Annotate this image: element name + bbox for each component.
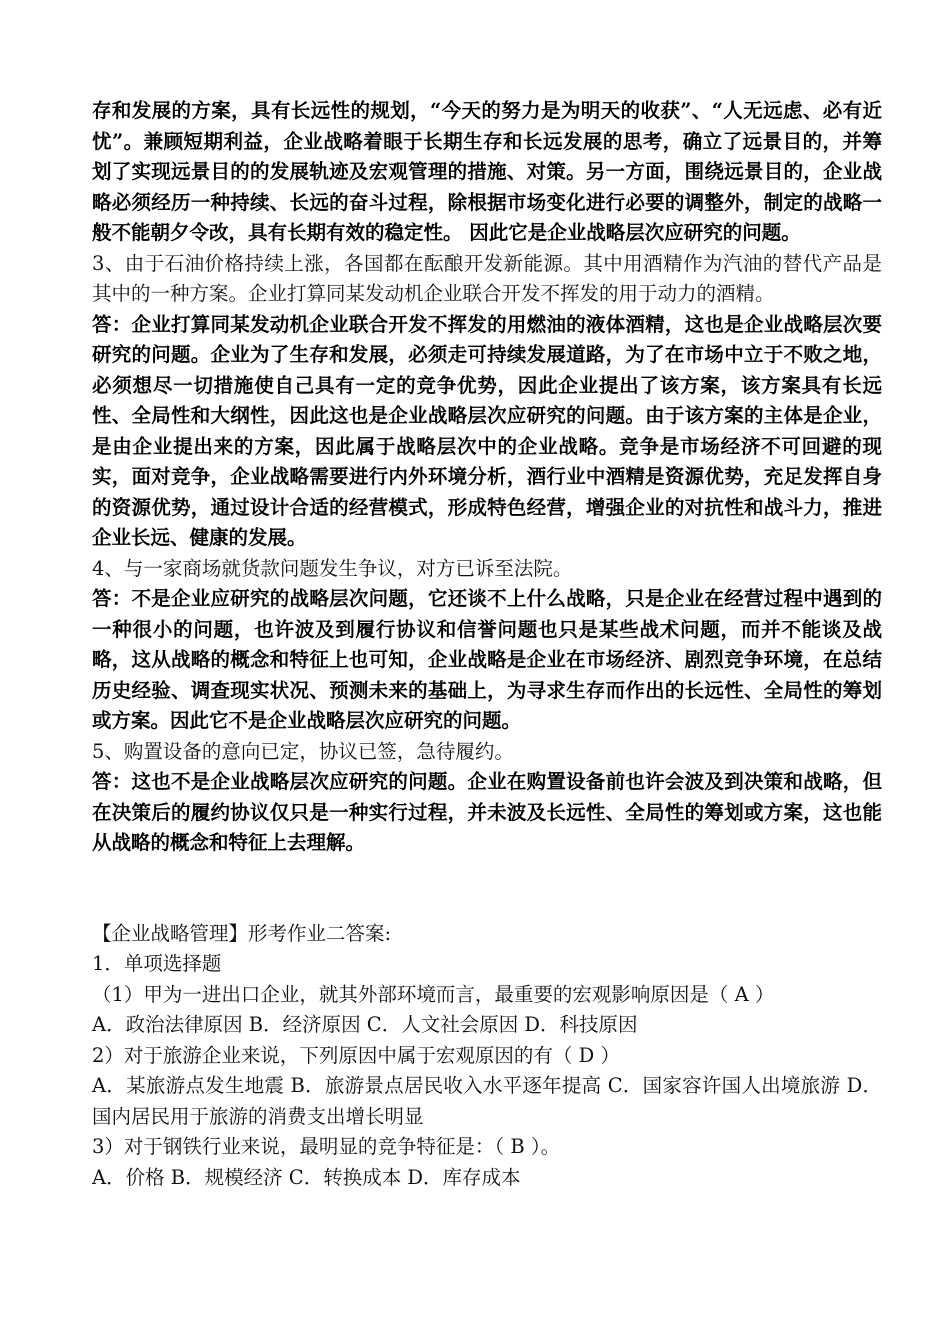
answer-continuation: 存和发展的方案，具有长远性的规划，“今天的努力是为明天的收获”、“人无远虑、必有近忧”。兼顾短期利益，企业战略着眼于长期生存和长远发展的思考，确立了远景目的，并筹划了实现远景目的的发展轨迹及宏观管理的措施、对策。另一方面，围绕远景目的，企业战略必须经历一种持续、长远的奋斗过程，除根据市场变化进行必要的调整外，制定的战略一般不能朝夕令改，具有长期有效的稳定性。 因此它是企业战略层次应研究的问题。 [92,99,882,244]
question-3: 3、由于石油价格持续上涨，各国都在酝酿开发新能源。其中用酒精作为汽油的替代产品是其中的一种方案。企业打算同某发动机企业联合开发不挥发的用于动力的酒精。 [92,251,882,305]
mc-question-3: 3）对于钢铁行业来说，最明显的竞争特征是：（ B ）。 [92,1135,561,1158]
mc-options-1: A．政治法律原因 B．经济原因 C．人文社会原因 D．科技原因 [92,1013,638,1036]
document-page [92,96,882,1193]
mc-options-3: A．价格 B．规模经济 C．转换成本 D．库存成本 [92,1165,521,1189]
mc-question-2: 2）对于旅游企业来说，下列原因中属于宏观原因的有（ D ） [92,1043,620,1067]
answer-5: 答：这也不是企业战略层次应研究的问题。企业在购置设备前也许会波及到决策和战略，但在决策后的履约协议仅只是一种实行过程，并未波及长远性、全局性的筹划或方案，这也能从战略的概念和特征上去理解。 [92,770,882,854]
question-4: 4、与一家商场就货款问题发生争议，对方已诉至法院。 [92,556,573,580]
section-heading: 【企业战略管理】形考作业二答案: [92,921,392,945]
mc-options-2: A．某旅游点发生地震 B．旅游景点居民收入水平逐年提高 C．国家容许国人出境旅游 D．国内居民用于旅游的消费支出增长明显 [92,1074,883,1128]
section-gap [92,859,882,919]
answer-4: 答：不是企业应研究的战略层次问题，它还谈不上什么战略，只是企业在经营过程中遇到的一种很小的问题，也许波及到履行协议和信誉问题也只是某些战术问题，而并不能谈及战略，这从战略的概念和特征上也可知，企业战略是企业在市场经济、剧烈竞争环境，在总结历史经验、调查现实状况、预测未来的基础上，为寻求生存而作出的长远性、全局性的筹划或方案。因此它不是企业战略层次应研究的问题。 [92,587,882,732]
section-subheading: 1．单项选择题 [92,952,222,975]
answer-3: 答：企业打算同某发动机企业联合开发不挥发的用燃油的液体酒精，这也是企业战略层次要研究的问题。企业为了生存和发展，必须走可持续发展道路，为了在市场中立于不败之地，必须想尽一切措施使自己具有一定的竞争优势，因此企业提出了该方案，该方案具有长远性、全局性和大纲性，因此这也是企业战略层次应研究的问题。由于该方案的主体是企业，是由企业提出来的方案，因此属于战略层次中的企业战略。竞争是市场经济不可回避的现实，面对竞争，企业战略需要进行内外环境分析，酒行业中酒精是资源优势，充足发挥自身的资源优势，通过设计合适的经营模式，形成特色经营，增强企业的对抗性和战斗力，推进企业长远、健康的发展。 [92,312,882,549]
mc-question-1: （1）甲为一进出口企业，就其外部环境而言，最重要的宏观影响原因是（ A ） [92,982,775,1006]
question-5: 5、购置设备的意向已定，协议已签，急待履约。 [92,739,514,763]
